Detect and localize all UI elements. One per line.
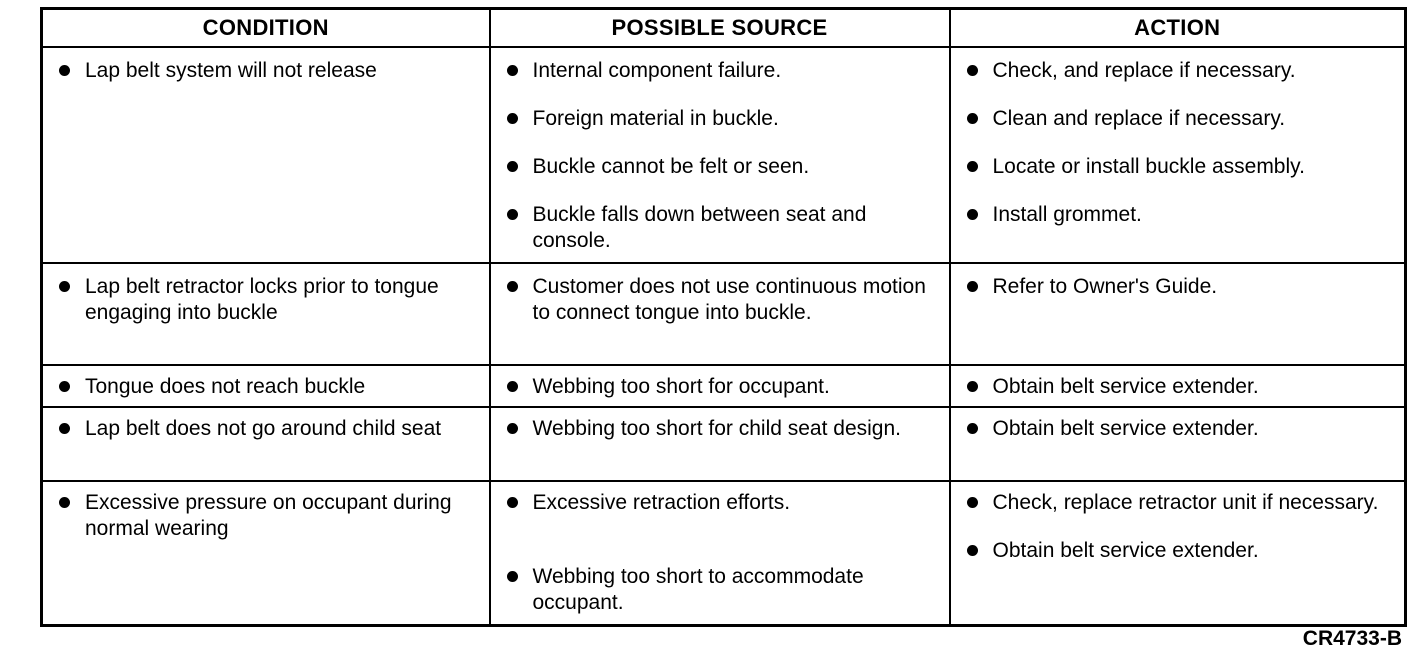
action-text: Obtain belt service extender. — [992, 417, 1259, 440]
condition-cell — [42, 263, 490, 365]
list-item — [505, 374, 941, 400]
condition-text: Tongue does not reach buckle — [85, 375, 366, 398]
source-text: Excessive retraction efforts. — [532, 491, 791, 514]
header-row — [42, 9, 1406, 48]
list-item — [505, 58, 941, 84]
action-text: Locate or install buckle assembly. — [992, 155, 1305, 178]
table-row — [42, 47, 1406, 263]
list-item — [965, 374, 1397, 400]
table-row — [42, 365, 1406, 407]
source-text: Internal component failure. — [532, 59, 782, 82]
action-text: Obtain belt service extender. — [992, 539, 1259, 562]
list-item — [965, 538, 1397, 564]
action-cell — [950, 407, 1406, 481]
source-cell — [490, 407, 950, 481]
bullet-icon — [59, 497, 70, 508]
list-item — [57, 490, 481, 542]
source-text: Foreign material in buckle. — [532, 107, 779, 130]
action-cell — [950, 47, 1406, 263]
list-item — [965, 416, 1397, 442]
source-text: Buckle cannot be felt or seen. — [532, 155, 810, 178]
table-row — [42, 481, 1406, 626]
action-text: Refer to Owner's Guide. — [992, 275, 1218, 298]
condition-cell — [42, 481, 490, 626]
list-item — [505, 202, 941, 254]
source-text: Webbing too short for occupant. — [532, 375, 830, 398]
bullet-icon — [507, 65, 518, 76]
list-item — [505, 490, 941, 516]
action-cell — [950, 481, 1406, 626]
bullet-icon — [967, 545, 978, 556]
action-header: ACTION — [950, 9, 1406, 48]
bullet-icon — [507, 423, 518, 434]
action-text: Obtain belt service extender. — [992, 375, 1259, 398]
bullet-icon — [967, 381, 978, 392]
list-item — [505, 106, 941, 132]
condition-header: CONDITION — [42, 9, 490, 48]
source-text: Webbing too short for child seat design. — [532, 417, 901, 440]
action-text: Check, replace retractor unit if necessary. — [992, 491, 1379, 514]
table-row — [42, 407, 1406, 481]
bullet-icon — [507, 381, 518, 392]
source-cell — [490, 263, 950, 365]
source-cell — [490, 481, 950, 626]
bullet-icon — [507, 497, 518, 508]
condition-text: Lap belt retractor locks prior to tongue engaging into buckle — [85, 275, 439, 324]
source-text: Buckle falls down between seat and console. — [532, 203, 867, 252]
action-cell — [950, 263, 1406, 365]
condition-text: Excessive pressure on occupant during normal wearing — [85, 491, 452, 540]
list-item — [57, 416, 481, 442]
possible-source-header: POSSIBLE SOURCE — [490, 9, 950, 48]
bullet-icon — [59, 381, 70, 392]
diagnosis-table — [40, 7, 1407, 627]
list-item — [965, 58, 1397, 84]
bullet-icon — [507, 209, 518, 220]
list-item — [965, 202, 1397, 228]
list-item — [505, 274, 941, 326]
source-cell — [490, 365, 950, 407]
bullet-icon — [59, 65, 70, 76]
condition-cell — [42, 407, 490, 481]
bullet-icon — [507, 571, 518, 582]
action-text: Check, and replace if necessary. — [992, 59, 1296, 82]
action-text: Clean and replace if necessary. — [992, 107, 1286, 130]
action-cell — [950, 365, 1406, 407]
source-text: Webbing too short to accommodate occupant. — [532, 565, 864, 614]
list-item — [965, 274, 1397, 300]
source-cell — [490, 47, 950, 263]
condition-cell — [42, 47, 490, 263]
bullet-icon — [967, 209, 978, 220]
list-item — [965, 106, 1397, 132]
bullet-icon — [507, 113, 518, 124]
condition-cell — [42, 365, 490, 407]
list-item — [57, 274, 481, 326]
bullet-icon — [967, 281, 978, 292]
condition-text: Lap belt system will not release — [85, 59, 377, 82]
list-item — [965, 490, 1397, 516]
table-row — [42, 263, 1406, 365]
bullet-icon — [967, 65, 978, 76]
bullet-icon — [59, 281, 70, 292]
list-item — [505, 416, 941, 442]
bullet-icon — [507, 281, 518, 292]
list-item — [57, 374, 481, 400]
figure-code: CR4733-B — [1302, 627, 1402, 650]
bullet-icon — [967, 423, 978, 434]
action-text: Install grommet. — [992, 203, 1142, 226]
bullet-icon — [507, 161, 518, 172]
condition-text: Lap belt does not go around child seat — [85, 417, 442, 440]
bullet-icon — [967, 497, 978, 508]
list-item — [505, 564, 941, 616]
list-item — [965, 154, 1397, 180]
bullet-icon — [967, 161, 978, 172]
list-item — [57, 58, 481, 84]
list-item — [505, 154, 941, 180]
bullet-icon — [967, 113, 978, 124]
bullet-icon — [59, 423, 70, 434]
source-text: Customer does not use continuous motion to connect tongue into buckle. — [532, 275, 926, 324]
